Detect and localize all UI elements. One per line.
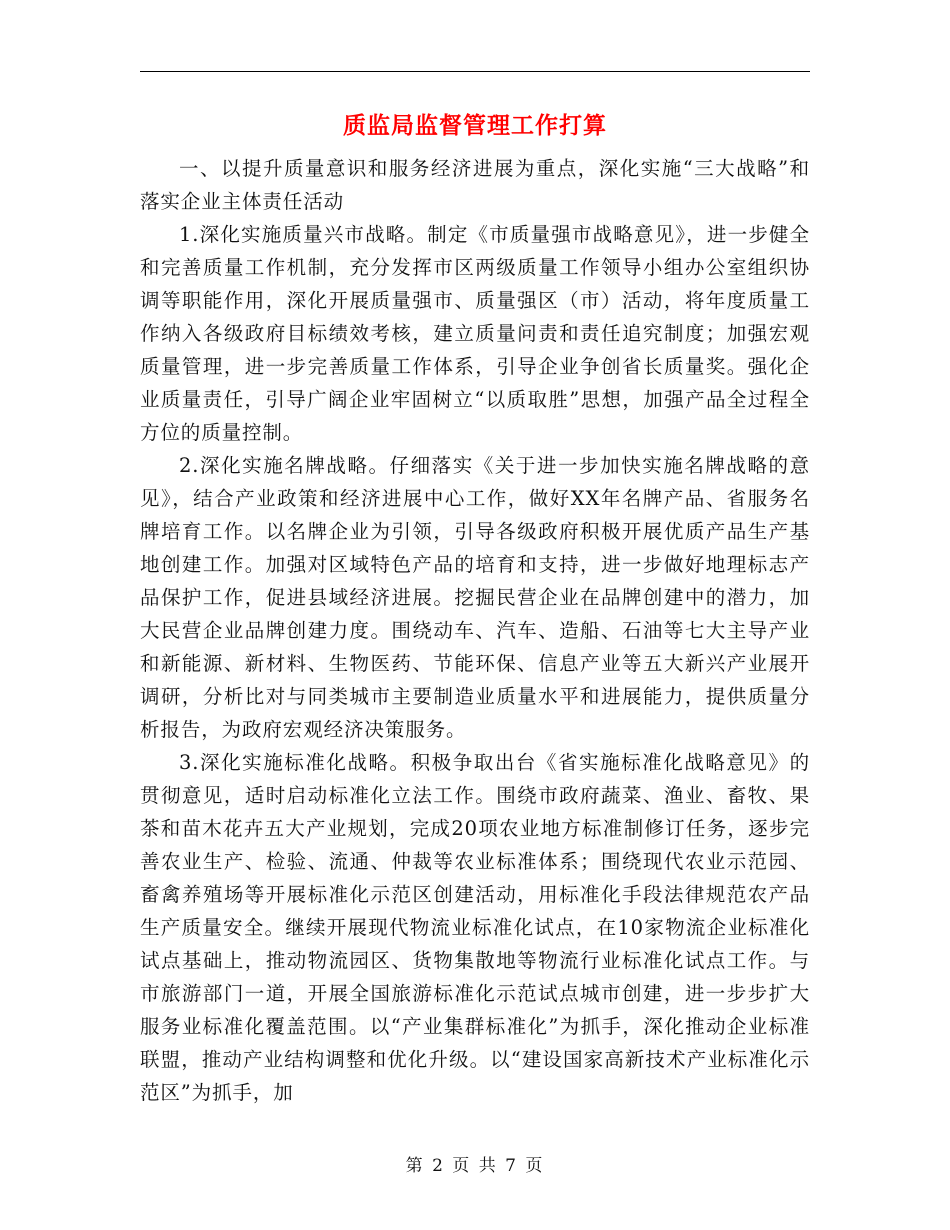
document-title: 质监局监督管理工作打算 — [343, 112, 607, 139]
section-heading-paragraph: 一、以提升质量意识和服务经济进展为重点，深化实施“三大战略”和落实企业主体责任活动 — [140, 157, 810, 213]
page-number: 第 2 页 共 7 页 — [405, 1156, 545, 1176]
document-body — [140, 152, 810, 1109]
header-rule — [140, 71, 810, 72]
body-paragraph-quality: 1.深化实施质量兴市战略。制定《市质量强市战略意见》，进一步健全和完善质量工作机制，充分发挥市区两级质量工作领导小组办公室组织协调等职能作用，深化开展质量强市、质量强区（市）活动，将年度质量工作纳入各级政府目标绩效考核，建立质量问责和责任追究制度；加强宏观质量管理，进一步完善质量工作体系，引导企业争创省长质量奖。强化企业质量责任，引导广阔企业牢固树立“以质取胜”思想，加强产品全过程全方位的质量控制。 — [140, 223, 810, 444]
body-paragraph-standardization: 3.深化实施标准化战略。积极争取出台《省实施标准化战略意见》的贯彻意见，适时启动标准化立法工作。围绕市政府蔬菜、渔业、畜牧、果茶和苗木花卉五大产业规划，完成20项农业地方标准制修订任务，逐步完善农业生产、检验、流通、仲裁等农业标准体系；围绕现代农业示范园、畜禽养殖场等开展标准化示范区创建活动，用标准化手段法律规范农产品生产质量安全。继续开展现代物流业标准化试点，在10家物流企业标准化试点基础上，推动物流园区、货物集散地等物流行业标准化试点工作。与市旅游部门一道，开展全国旅游标准化示范试点城市创建，进一步步扩大服务业标准化覆盖范围。以“产业集群标准化”为抓手，深化推动企业标准联盟，推动产业结构调整和优化升级。以“建设国家高新技术产业标准化示范区”为抓手，加 — [140, 751, 810, 1104]
page-footer — [0, 1154, 950, 1178]
body-paragraph-brand: 2.深化实施名牌战略。仔细落实《关于进一步加快实施名牌战略的意见》，结合产业政策和经济进展中心工作，做好XX年名牌产品、省服务名牌培育工作。以名牌企业为引领，引导各级政府积极开展优质产品生产基地创建工作。加强对区域特色产品的培育和支持，进一步做好地理标志产品保护工作，促进县域经济进展。挖掘民营企业在品牌创建中的潜力，加大民营企业品牌创建力度。围绕动车、汽车、造船、石油等七大主导产业和新能源、新材料、生物医药、节能环保、信息产业等五大新兴产业展开调研，分析比对与同类城市主要制造业质量水平和进展能力，提供质量分析报告，为政府宏观经济决策服务。 — [140, 454, 810, 741]
